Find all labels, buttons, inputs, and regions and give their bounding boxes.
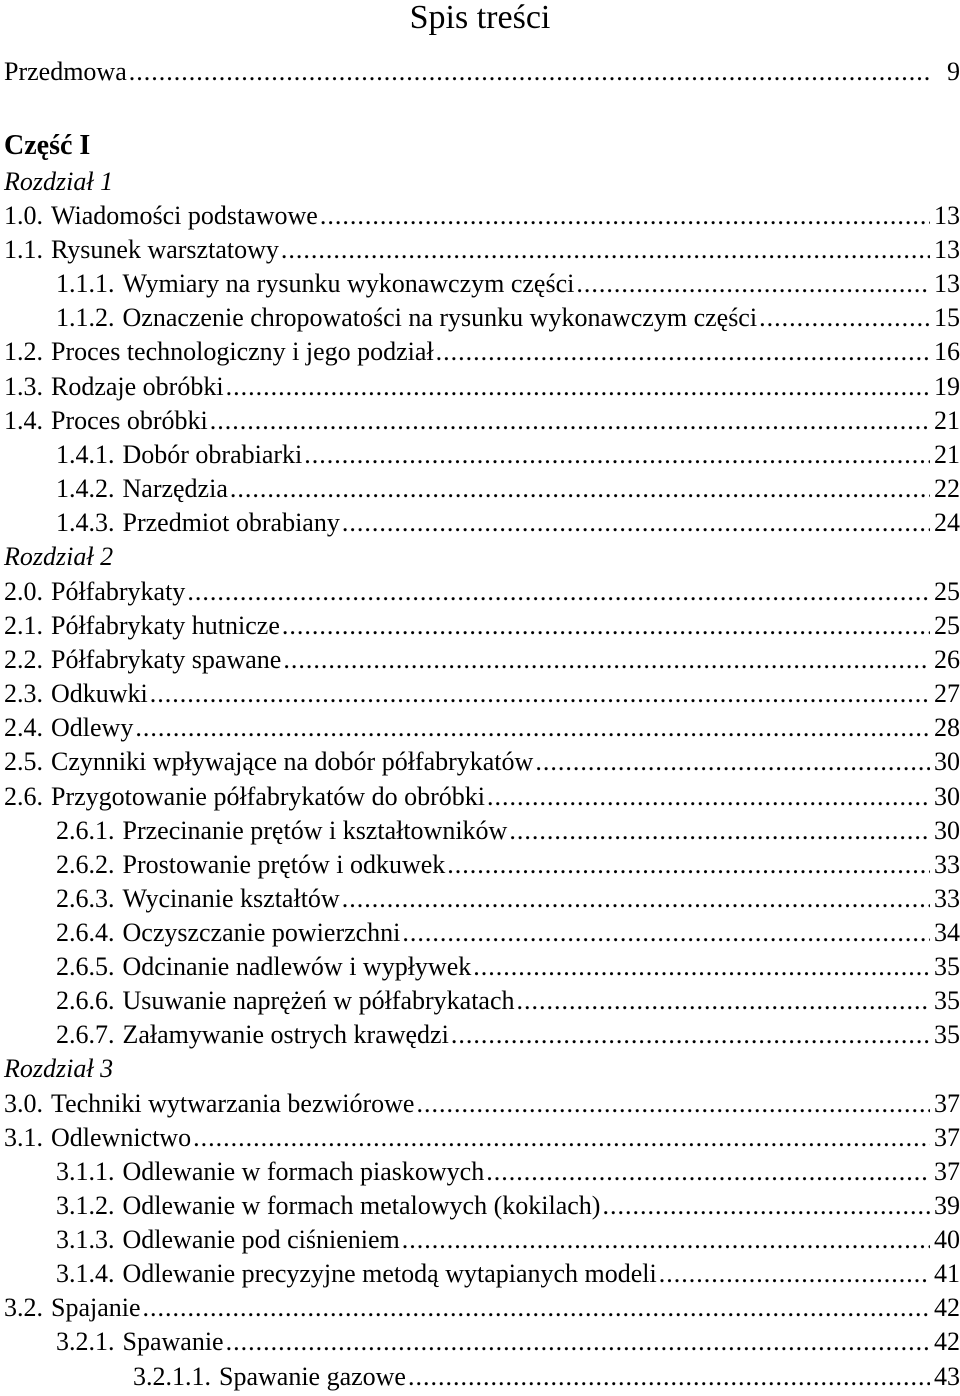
entry-number: 1.4.3. [56,508,115,537]
dot-leader [187,577,930,607]
entry-number: 1.2. [4,337,43,366]
entry-number: 2.6. [4,782,43,811]
page-number: 35 [934,986,960,1015]
entry-title: Półfabrykaty hutnicze [51,611,280,640]
page-number: 13 [934,269,960,298]
dot-leader [759,303,930,333]
dot-leader [282,611,930,641]
page-number: 15 [934,303,960,332]
entry-title: Oczyszczanie powierzchni [122,918,401,947]
entry-number: 1.3. [4,372,43,401]
entry-title: Przedmiot obrabiany [122,508,340,537]
entry-title: Wycinanie kształtów [122,884,340,913]
toc-entry [4,201,960,231]
entry-title: Rodzaje obróbki [51,372,224,401]
toc-entry [56,1327,960,1357]
toc-entry [4,577,960,607]
dot-leader [283,645,930,675]
toc-entry [4,611,960,641]
toc-entry [4,337,960,367]
entry-title: Odlewanie precyzyjne metodą wytapianych modeli [122,1259,657,1288]
toc-entry [56,1020,960,1050]
toc-entry [4,747,960,777]
entry-title: Załamywanie ostrych krawędzi [122,1020,449,1049]
dot-leader [150,679,930,709]
toc-entry [4,406,960,436]
toc-entry [4,645,960,675]
toc-entry [56,1259,960,1289]
page-number: 40 [934,1225,960,1254]
dot-leader [436,337,930,367]
entry-title: Techniki wytwarzania bezwiórowe [51,1089,415,1118]
page-number: 19 [934,372,960,401]
dot-leader [402,918,930,948]
page-number: 24 [934,508,960,537]
entry-title: Spawanie [122,1327,224,1356]
dot-leader [193,1123,930,1153]
page-number: 35 [934,952,960,981]
entry-title: Spawanie gazowe [219,1362,406,1391]
page-number: 35 [934,1020,960,1049]
page-number: 39 [934,1191,960,1220]
chapter-heading [4,167,960,197]
dot-leader [230,474,930,504]
page-number: 9 [947,57,960,86]
entry-number: 3.1.4. [56,1259,115,1288]
dot-leader [659,1259,930,1289]
entry-number: 2.1. [4,611,43,640]
entry-title: Spajanie [51,1293,141,1322]
dot-leader [281,235,930,265]
entry-number: 2.0. [4,577,43,606]
entry-number: 2.5. [4,747,43,776]
toc-entry [4,235,960,265]
chapter-label: Rozdział 2 [4,542,114,571]
entry-number: 2.6.1. [56,816,115,845]
toc-entry [4,1123,960,1153]
entry-title: Rysunek warsztatowy [51,235,279,264]
entry-number: 2.6.6. [56,986,115,1015]
page-number: 42 [934,1327,960,1356]
entry-title: Odlewnictwo [51,1123,192,1152]
entry-title: Oznaczenie chropowatości na rysunku wykonawczym części [122,303,758,332]
toc-entry [4,679,960,709]
entry-title: Usuwanie naprężeń w półfabrykatach [122,986,515,1015]
dot-leader [143,1293,930,1323]
entry-title: Wiadomości podstawowe [51,201,318,230]
dot-leader [473,952,930,982]
page-number: 42 [934,1293,960,1322]
entry-number: 3.1.3. [56,1225,115,1254]
entry-title: Czynniki wpływające na dobór półfabrykatów [51,747,534,776]
chapter-label: Rozdział 3 [4,1054,114,1083]
entry-title: Przedmowa [4,57,127,86]
entry-number: 2.6.7. [56,1020,115,1049]
entry-title: Półfabrykaty [51,577,186,606]
entry-number: 3.1.1. [56,1157,115,1186]
page-title: Spis treści [409,0,551,36]
entry-title: Półfabrykaty spawane [51,645,282,674]
page-number: 41 [934,1259,960,1288]
entry-number: 2.6.4. [56,918,115,947]
chapter-label: Rozdział 1 [4,167,114,196]
page-number: 22 [934,474,960,503]
toc-entry [56,952,960,982]
page-number: 13 [934,201,960,230]
toc-entry [4,1293,960,1323]
entry-number: 3.0. [4,1089,43,1118]
page-number: 21 [934,440,960,469]
entry-number: 1.1.2. [56,303,115,332]
entry-number: 2.2. [4,645,43,674]
entry-title: Przygotowanie półfabrykatów do obróbki [51,782,485,811]
dot-leader [576,269,930,299]
entry-number: 2.6.3. [56,884,115,913]
toc-entry [56,474,960,504]
page-number: 21 [934,406,960,435]
entry-number: 2.6.5. [56,952,115,981]
page-number: 28 [934,713,960,742]
dot-leader [408,1362,930,1392]
page-number: 37 [934,1123,960,1152]
page-number: 30 [934,816,960,845]
entry-number: 1.1.1. [56,269,115,298]
toc-entry [56,1225,960,1255]
entry-number: 1.4. [4,406,43,435]
entry-title: Proces obróbki [51,406,208,435]
part-label: Część I [4,130,91,161]
entry-title: Odcinanie nadlewów i wypływek [122,952,472,981]
toc-entry [56,816,960,846]
entry-number: 2.3. [4,679,43,708]
dot-leader [226,1327,930,1357]
toc-entry [4,57,960,87]
entry-number: 2.6.2. [56,850,115,879]
page-number: 27 [934,679,960,708]
toc-entry [56,918,960,948]
dot-leader [402,1225,930,1255]
toc-entry [133,1362,960,1392]
entry-title: Dobór obrabiarki [122,440,303,469]
page-number: 33 [934,850,960,879]
page-number: 30 [934,782,960,811]
dot-leader [447,850,930,880]
toc-entry [56,1157,960,1187]
page-number: 25 [934,577,960,606]
entry-number: 3.1. [4,1123,43,1152]
page-number: 33 [934,884,960,913]
entry-number: 3.2. [4,1293,43,1322]
dot-leader [517,986,931,1016]
toc-entry [56,508,960,538]
toc-entry [56,440,960,470]
entry-title: Odlewanie w formach metalowych (kokilach) [122,1191,601,1220]
dot-leader [342,884,930,914]
page-number: 43 [934,1362,960,1391]
dot-leader [602,1191,930,1221]
entry-number: 1.4.1. [56,440,115,469]
entry-title: Proces technologiczny i jego podział [51,337,434,366]
toc-entry [56,986,960,1016]
dot-leader [226,372,930,402]
dot-leader [509,816,930,846]
dot-leader [135,713,930,743]
page-number: 13 [934,235,960,264]
toc-entry [4,713,960,743]
dot-leader [342,508,930,538]
page-number: 37 [934,1157,960,1186]
dot-leader [210,406,930,436]
chapter-heading [4,542,960,572]
dot-leader [535,747,930,777]
toc-entry [56,884,960,914]
dot-leader [451,1020,930,1050]
chapter-heading [4,1054,960,1084]
entry-number: 1.1. [4,235,43,264]
page-number: 37 [934,1089,960,1118]
entry-title: Wymiary na rysunku wykonawczym części [122,269,575,298]
entry-title: Prostowanie prętów i odkuwek [122,850,446,879]
toc-entry [4,782,960,812]
page-number: 16 [934,337,960,366]
dot-leader [486,1157,930,1187]
toc-entry [4,372,960,402]
entry-number: 3.2.1.1. [133,1362,211,1391]
entry-title: Przecinanie prętów i kształtowników [122,816,508,845]
entry-title: Odlewanie w formach piaskowych [122,1157,485,1186]
dot-leader [304,440,930,470]
dot-leader [487,782,930,812]
toc-entry [4,1089,960,1119]
page-number: 30 [934,747,960,776]
page-number: 34 [934,918,960,947]
entry-number: 1.0. [4,201,43,230]
entry-number: 3.1.2. [56,1191,115,1220]
entry-number: 1.4.2. [56,474,115,503]
toc-entry [56,1191,960,1221]
toc-entry [56,850,960,880]
toc-entry [56,303,960,333]
dot-leader [129,57,930,87]
entry-title: Odkuwki [51,679,148,708]
toc-entry [56,269,960,299]
page-number: 25 [934,611,960,640]
entry-title: Odlewy [51,713,134,742]
entry-number: 2.4. [4,713,43,742]
dot-leader [320,201,930,231]
dot-leader [416,1089,930,1119]
page-number: 26 [934,645,960,674]
part-heading [4,131,960,161]
entry-title: Odlewanie pod ciśnieniem [122,1225,400,1254]
entry-number: 3.2.1. [56,1327,115,1356]
entry-title: Narzędzia [122,474,228,503]
